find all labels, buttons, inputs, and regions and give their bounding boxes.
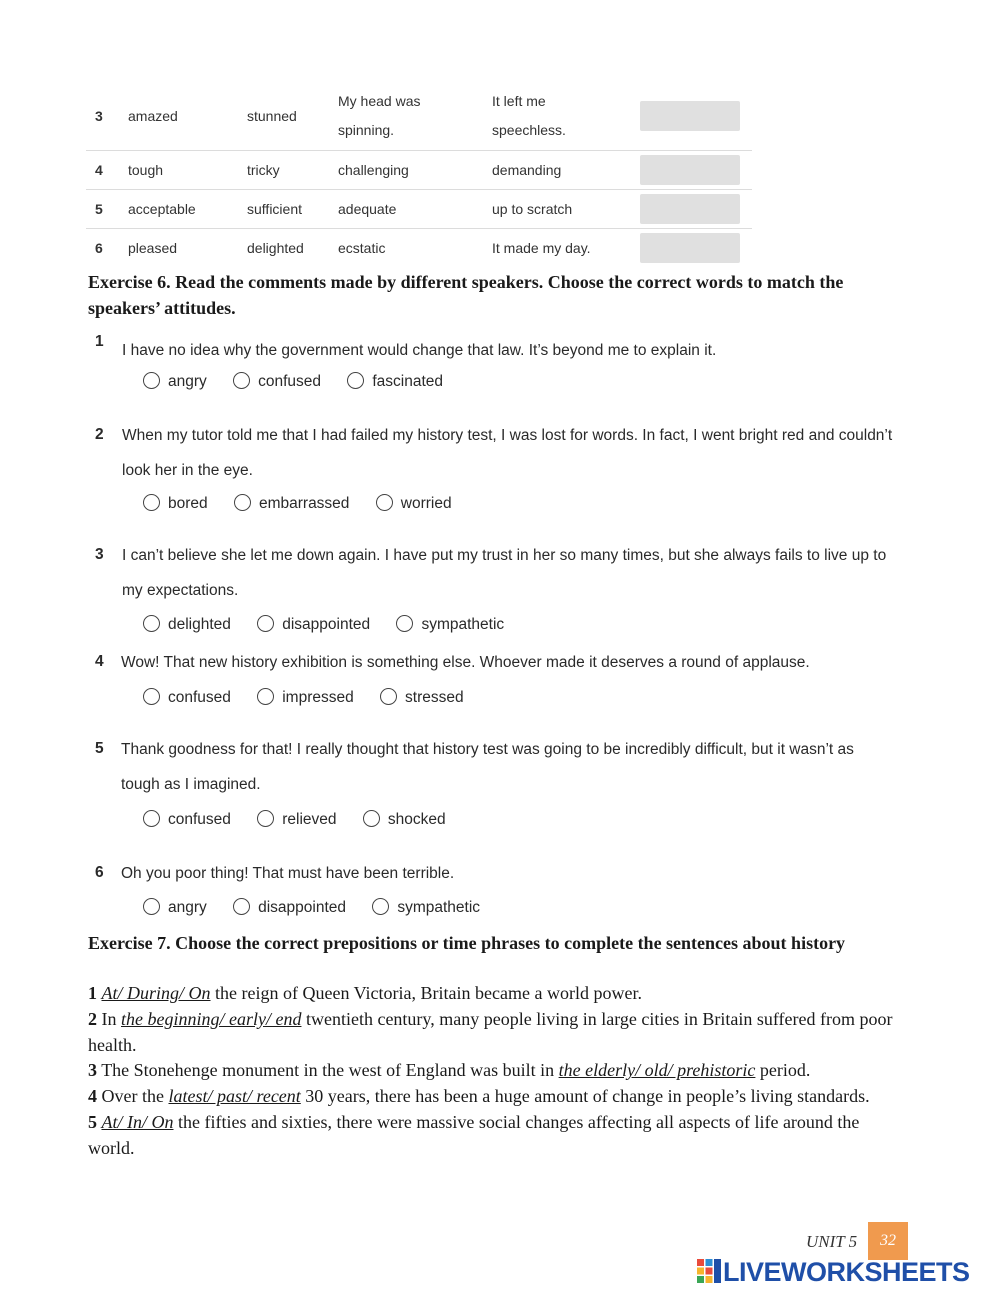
row-number: 4 [95,162,103,178]
row-number: 6 [95,240,103,256]
radio-button[interactable] [233,372,250,389]
word-cell: tricky [247,162,280,178]
word-cell: challenging [338,162,409,178]
options [143,372,465,391]
choice-phrase[interactable]: latest/ past/ recent [168,1086,301,1107]
sentence-1: 1 At/ During/ On the reign of Queen Victoria, Britain became a world power. [88,983,642,1003]
radio-button[interactable] [376,494,393,511]
word-cell: stunned [247,108,297,124]
vocab-table [86,82,752,267]
option-fascinated[interactable]: fascinated [347,372,443,391]
word-cell: delighted [247,240,304,256]
word-cell: tough [128,162,164,178]
radio-button[interactable] [143,494,160,511]
sentence-4: 4 Over the latest/ past/ recent 30 years, there has been a huge amount of change in people’s living standards. [88,1086,870,1107]
radio-button[interactable] [257,688,274,705]
table-row [86,82,752,151]
options [143,898,502,917]
option-disappointed[interactable]: disappointed [257,615,370,634]
exercise-7-sentences [88,981,908,1162]
sentence-3: 3 The Stonehenge monument in the west of England was built in the elderly/ old/ prehistoric period. [88,1060,811,1081]
radio-button[interactable] [396,615,413,632]
options [143,615,526,634]
options [143,688,486,707]
word-cell: It made my day. [492,240,591,256]
radio-button[interactable] [143,615,160,632]
radio-button[interactable] [257,615,274,632]
word-cell: acceptable [128,201,196,217]
option-impressed[interactable]: impressed [257,688,354,707]
table-row [86,190,752,229]
word-cell: sufficient [247,201,302,217]
option-angry[interactable]: angry [143,898,207,917]
answer-box[interactable] [640,101,740,131]
radio-button[interactable] [257,810,274,827]
radio-button[interactable] [380,688,397,705]
option-confused[interactable]: confused [233,372,321,391]
radio-button[interactable] [363,810,380,827]
table-row [86,229,752,267]
answer-box[interactable] [640,233,740,263]
option-worried[interactable]: worried [376,494,452,513]
choice-phrase[interactable]: At/ During/ On [101,983,211,1003]
radio-button[interactable] [233,898,250,915]
option-embarrassed[interactable]: embarrassed [234,494,349,513]
unit-label: UNIT 5 [806,1232,858,1251]
option-confused[interactable]: confused [143,810,231,829]
sentence-2: 2 In the beginning/ early/ end twentieth century, many people living in large cities in Britain suffered from poor health. [88,1008,893,1055]
table-row [86,151,752,190]
option-sympathetic[interactable]: sympathetic [396,615,504,634]
option-confused[interactable]: confused [143,688,231,707]
option-disappointed[interactable]: disappointed [233,898,346,917]
sentence-5: 5 At/ In/ On the fifties and sixties, there were massive social changes affecting all aspects of life around the world. [88,1111,860,1158]
radio-button[interactable] [372,898,389,915]
page-number: 32 [868,1222,908,1260]
option-delighted[interactable]: delighted [143,615,231,634]
option-shocked[interactable]: shocked [363,810,446,829]
answer-box[interactable] [640,194,740,224]
options [143,810,468,829]
option-relieved[interactable]: relieved [257,810,336,829]
phrase-cell: My head was spinning. [338,93,421,138]
options [143,494,474,513]
radio-button[interactable] [143,688,160,705]
word-cell: amazed [128,108,178,124]
word-cell: pleased [128,240,178,256]
word-cell: adequate [338,201,397,217]
liveworksheets-logo-icon [697,1259,721,1283]
phrase-cell: It left me speechless. [492,93,566,138]
choice-phrase[interactable]: At/ In/ On [101,1111,174,1132]
exercise-7-heading: Exercise 7. Choose the correct prepositions or time phrases to complete the sentences about history [88,933,846,953]
choice-phrase[interactable]: the beginning/ early/ end [121,1008,302,1029]
radio-button[interactable] [347,372,364,389]
radio-button[interactable] [234,494,251,511]
row-number: 5 [95,201,103,217]
option-bored[interactable]: bored [143,494,208,513]
exercise-6-heading: Exercise 6. Read the comments made by different speakers. Choose the correct words to match the speakers’ attitudes. [88,272,844,318]
radio-button[interactable] [143,372,160,389]
radio-button[interactable] [143,898,160,915]
word-cell: up to scratch [492,201,573,217]
option-angry[interactable]: angry [143,372,207,391]
word-cell: ecstatic [338,240,386,256]
option-stressed[interactable]: stressed [380,688,464,707]
row-number: 3 [95,108,103,124]
answer-box[interactable] [640,155,740,185]
logo-text: LIVEWORKSHEETS [723,1257,970,1287]
word-cell: demanding [492,162,562,178]
radio-button[interactable] [143,810,160,827]
option-sympathetic[interactable]: sympathetic [372,898,480,917]
choice-phrase[interactable]: the elderly/ old/ prehistoric [558,1060,756,1081]
